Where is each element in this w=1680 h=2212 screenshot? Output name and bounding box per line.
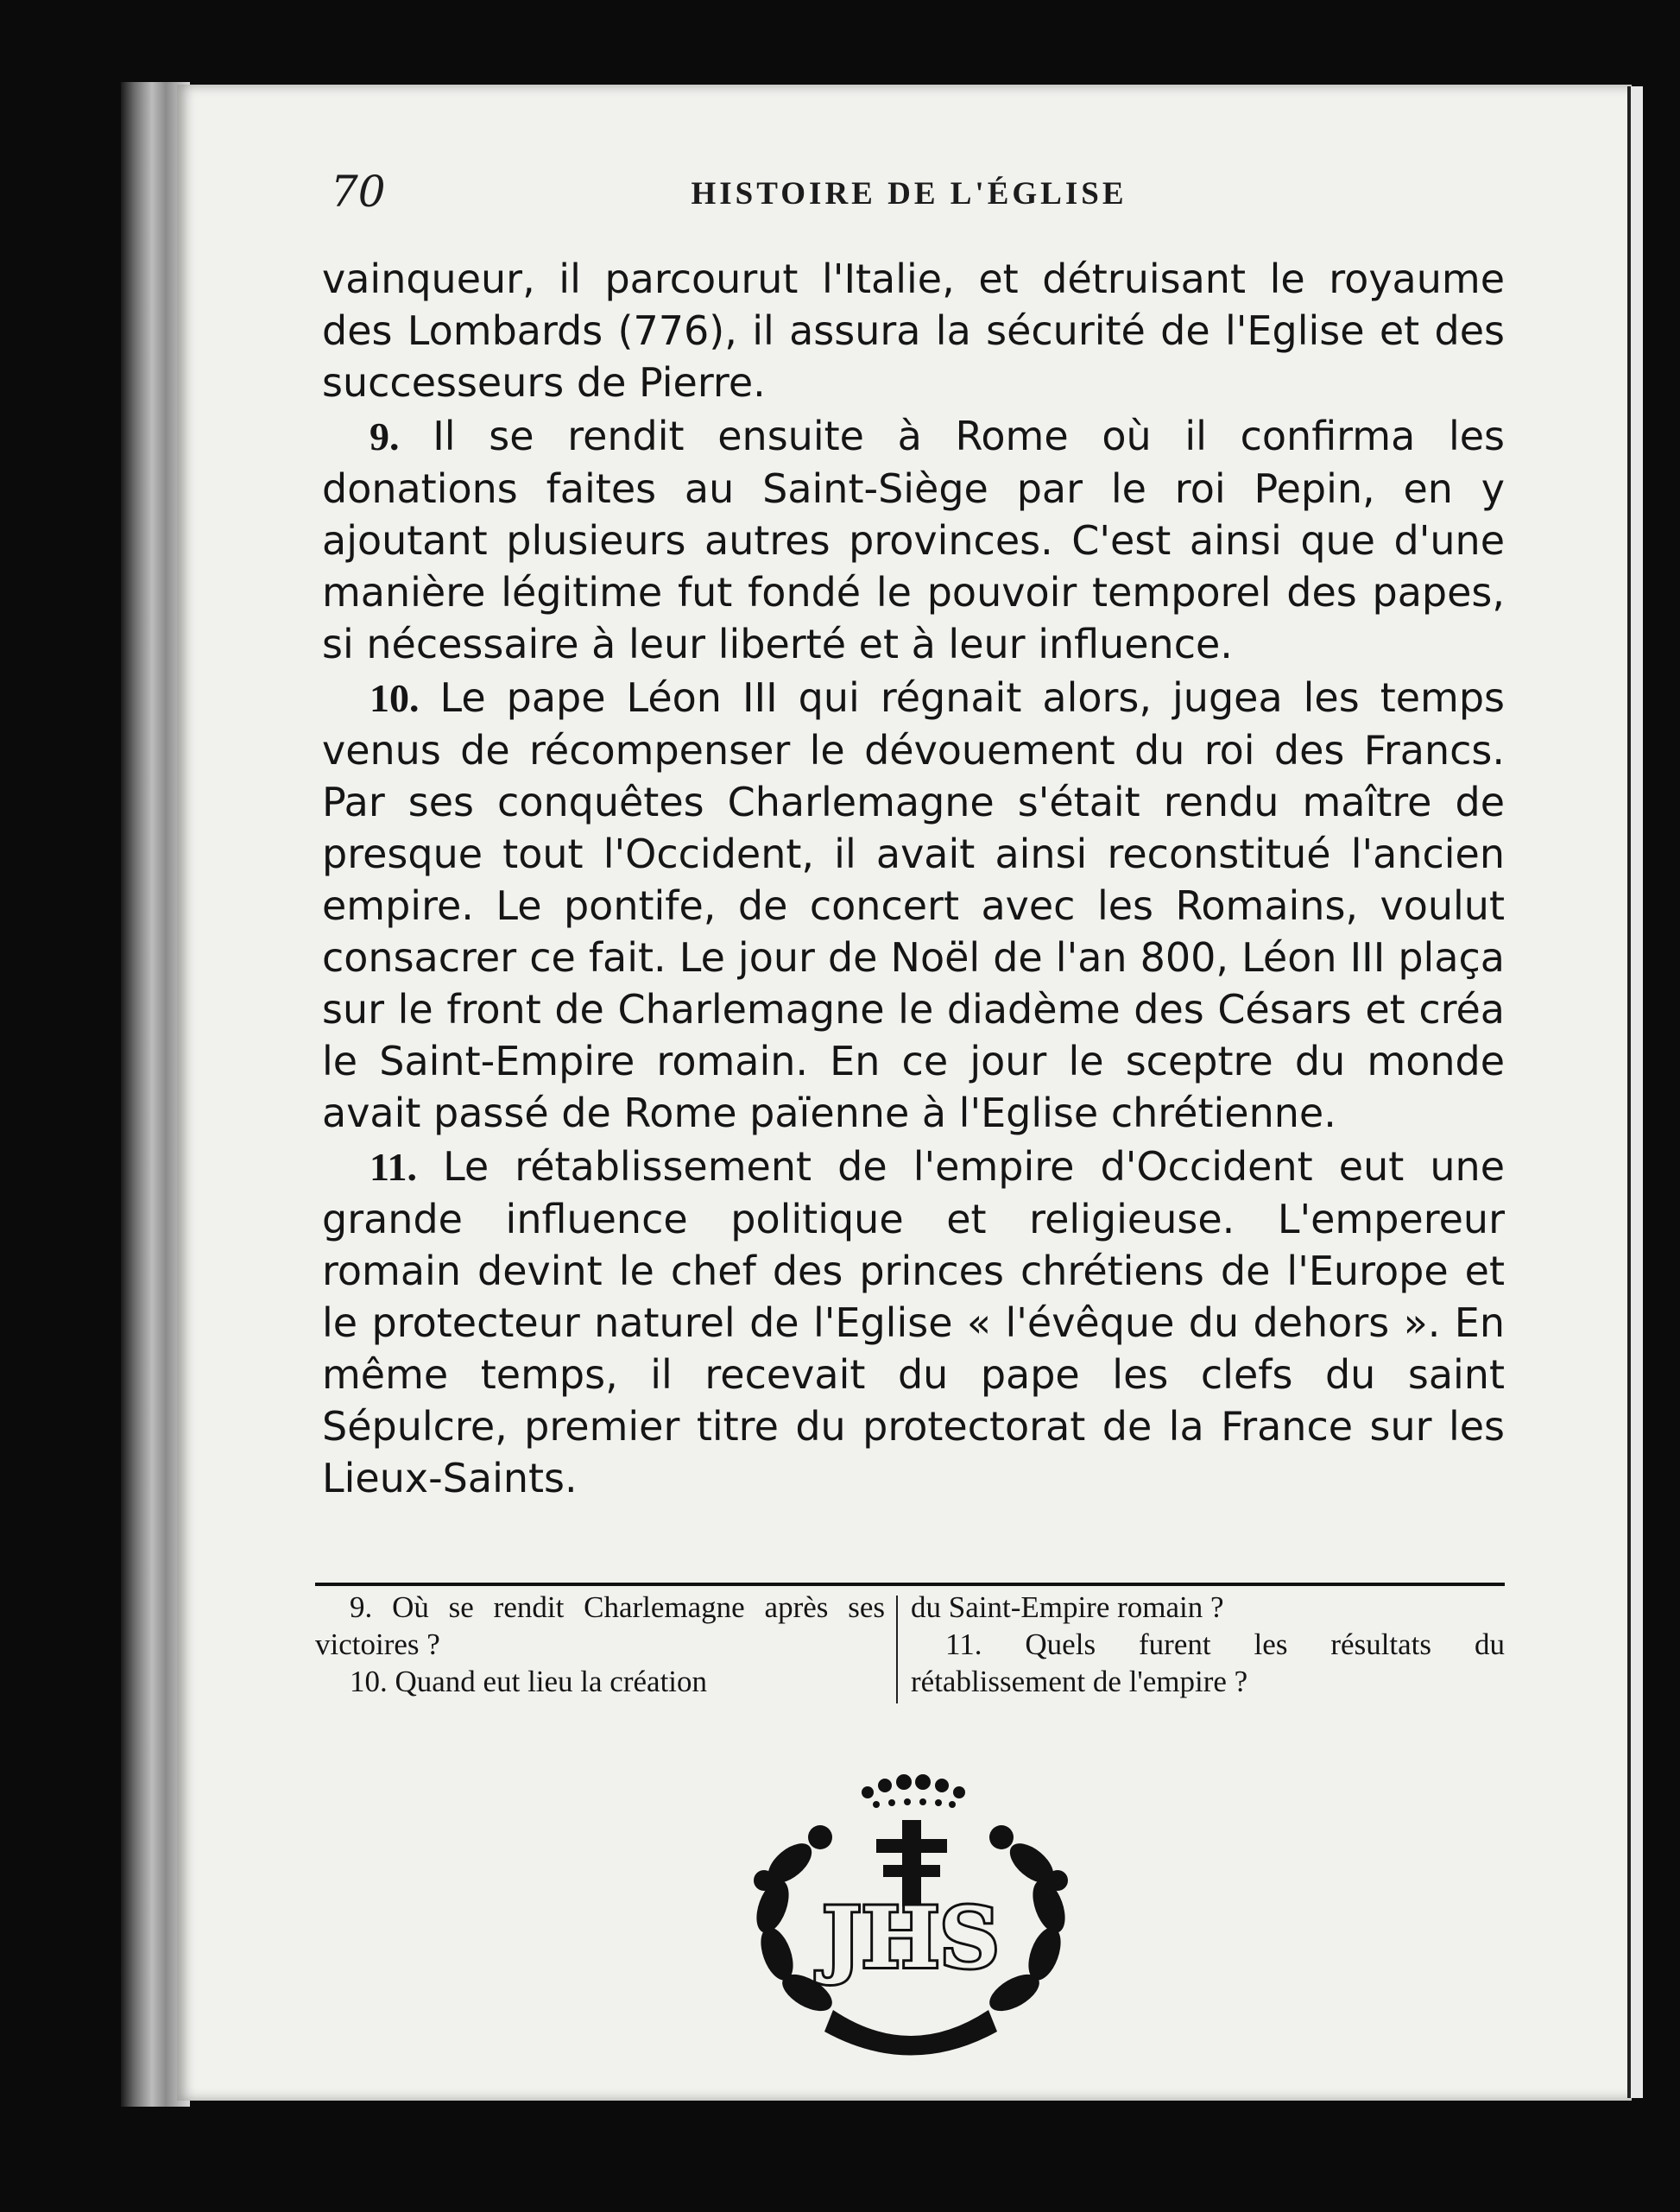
questions-right-column xyxy=(911,1589,1505,1700)
page-right-edge xyxy=(1627,86,1643,2098)
ihs-wreath-emblem-icon xyxy=(738,1768,1083,2079)
book-page xyxy=(177,85,1632,2101)
paragraph-text: Le rétablissement de l'empire d'Occident eut une grande influence politique et religieuse. L'empereur romain devint le chef des princes chrétiens de l'Europe et le protecteur naturel de l'Eglise « l'évêque du dehors ». En même temps, il recevait du pape les clefs du saint Sépulcre, premier titre du protectorat de la France sur les Lieux-Saints. xyxy=(322,1143,1505,1501)
questions-left-column xyxy=(315,1589,885,1700)
page-header xyxy=(331,167,1487,218)
ihs-monogram: JHS xyxy=(822,1889,1000,1987)
paragraph-9 xyxy=(322,410,1505,670)
paragraph-number: 11. xyxy=(369,1145,417,1189)
review-questions xyxy=(315,1589,1505,1710)
page-number: 70 xyxy=(331,167,386,217)
paragraph-10 xyxy=(322,672,1505,1139)
column-divider xyxy=(896,1596,898,1703)
body-text xyxy=(322,253,1505,1506)
paragraph-number: 9. xyxy=(369,414,400,458)
paragraph-number: 10. xyxy=(369,676,420,720)
question-10-end: du Saint-Empire romain ? xyxy=(911,1590,1224,1624)
paragraph-continued: vainqueur, il parcourut l'Italie, et détruisant le royaume des Lombards (776), il assura la sécurité de l'Eglise et des successeurs de Pierre. xyxy=(322,256,1505,406)
question-11: 11. Quels furent les résultats du rétablissement de l'empire ? xyxy=(911,1627,1505,1698)
paragraph-text: Le pape Léon III qui régnait alors, jugea les temps venus de récompenser le dévouement du roi des Francs. Par ses conquêtes Charlemagne s'était rendu maître de presque tout l'Occident, il avait ainsi reconstitué l'ancien empire. Le pontife, de concert avec les Romains, voulut consacrer ce fait. Le jour de Noël de l'an 800, Léon III plaça sur le front de Charlemagne le diadème des Césars et créa le Saint-Empire romain. En ce jour le sceptre du monde avait passé de Rome païenne à l'Eglise chrétienne. xyxy=(322,674,1506,1136)
section-divider xyxy=(315,1583,1505,1586)
paragraph-text: Il se rendit ensuite à Rome où il confirma les donations faites au Saint-Siège par le roi Pepin, en y ajoutant plusieurs autres provinces. C'est ainsi que d'une manière légitime fut fondé le pouvoir temporel des papes, si nécessaire à leur liberté et à leur influence. xyxy=(322,413,1506,667)
paragraph-11 xyxy=(322,1141,1505,1504)
question-10-start: 10. Quand eut lieu la création xyxy=(350,1665,708,1698)
running-title: HISTOIRE DE L'ÉGLISE xyxy=(691,176,1127,212)
question-9: 9. Où se rendit Charlemagne après ses victoires ? xyxy=(315,1590,885,1661)
